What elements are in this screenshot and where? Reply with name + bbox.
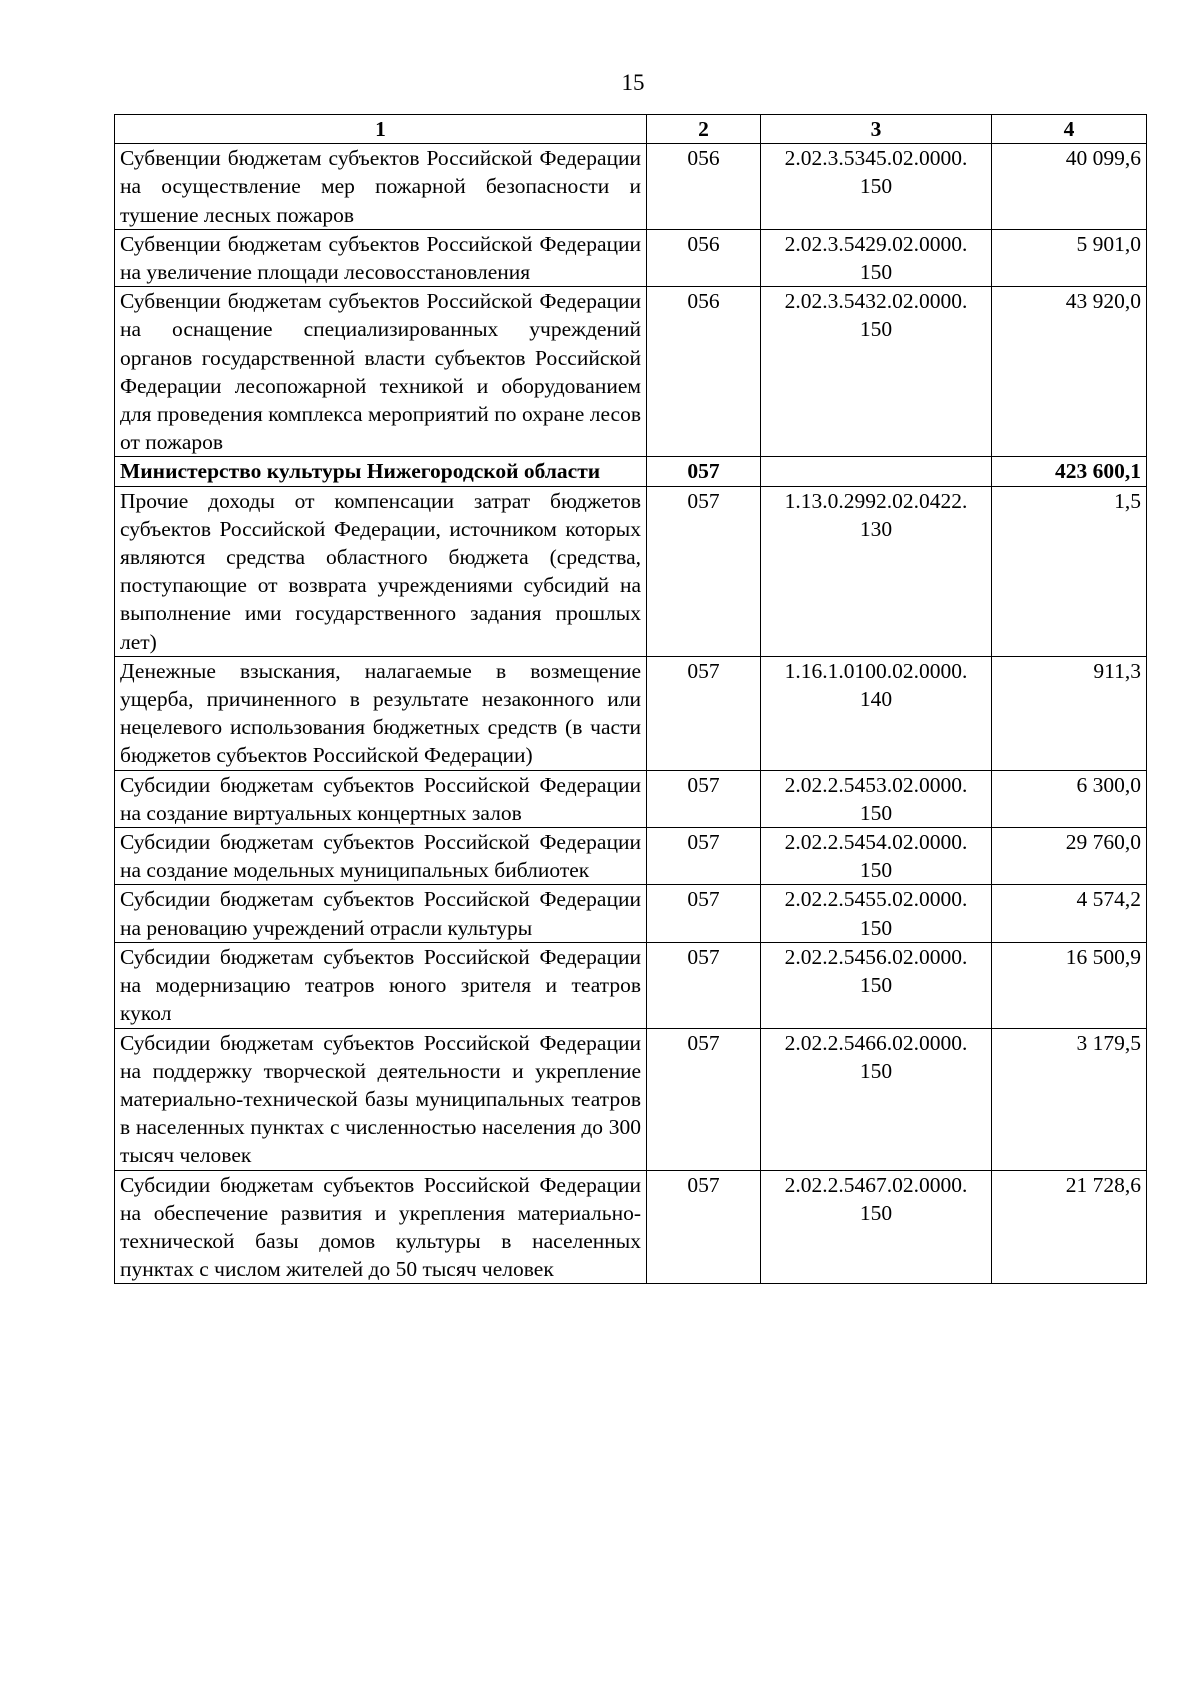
table-row [115, 770, 1147, 827]
table-row [115, 828, 1147, 885]
table-row [115, 486, 1147, 656]
budget-code-cell: 1.16.1.0100.02.0000. 140 [761, 656, 992, 770]
amount-cell: 6 300,0 [992, 770, 1147, 827]
budget-code-cell: 2.02.3.5345.02.0000. 150 [761, 144, 992, 230]
budget-code-cell: 2.02.2.5466.02.0000. 150 [761, 1028, 992, 1170]
revenue-name-cell: Субвенции бюджетам субъектов Российской Федерации на увеличение площади лесовосстановления [115, 229, 647, 286]
table-row [115, 287, 1147, 457]
revenue-name-cell: Денежные взыскания, налагаемые в возмещение ущерба, причиненного в результате незаконного или нецелевого использования бюджетных средств (в части бюджетов субъектов Российской Федерации) [115, 656, 647, 770]
revenue-name-cell: Министерство культуры Нижегородской области [115, 457, 647, 486]
budget-code-cell: 2.02.2.5455.02.0000. 150 [761, 885, 992, 942]
revenue-name-cell: Субсидии бюджетам субъектов Российской Федерации на модернизацию театров юного зрителя и театров кукол [115, 942, 647, 1028]
revenue-name-cell: Субвенции бюджетам субъектов Российской Федерации на оснащение специализированных учреждений органов государственной власти субъектов Российской Федерации лесопожарной техникой и оборудованием для проведения комплекса мероприятий по охране лесов от пожаров [115, 287, 647, 457]
budget-code-cell: 2.02.3.5429.02.0000. 150 [761, 229, 992, 286]
table-row [115, 457, 1147, 486]
amount-cell: 40 099,6 [992, 144, 1147, 230]
table-row [115, 144, 1147, 230]
table-row [115, 229, 1147, 286]
table-row [115, 656, 1147, 770]
amount-cell: 911,3 [992, 656, 1147, 770]
admin-code-cell: 056 [647, 287, 761, 457]
page-number: 15 [621, 70, 645, 95]
amount-cell: 4 574,2 [992, 885, 1147, 942]
amount-cell: 16 500,9 [992, 942, 1147, 1028]
amount-cell: 3 179,5 [992, 1028, 1147, 1170]
admin-code-cell: 057 [647, 457, 761, 486]
amount-cell: 43 920,0 [992, 287, 1147, 457]
amount-cell: 21 728,6 [992, 1170, 1147, 1284]
admin-code-cell: 057 [647, 770, 761, 827]
table-header-row [115, 115, 1147, 144]
amount-cell: 1,5 [992, 486, 1147, 656]
revenue-name-cell: Субвенции бюджетам субъектов Российской Федерации на осуществление мер пожарной безопасности и тушение лесных пожаров [115, 144, 647, 230]
admin-code-cell: 057 [647, 885, 761, 942]
budget-code-cell [761, 457, 992, 486]
column-header-2: 2 [647, 115, 761, 144]
table-row [115, 885, 1147, 942]
budget-code-cell: 2.02.3.5432.02.0000. 150 [761, 287, 992, 457]
budget-table [114, 114, 1147, 1284]
budget-code-cell: 2.02.2.5456.02.0000. 150 [761, 942, 992, 1028]
revenue-name-cell: Субсидии бюджетам субъектов Российской Федерации на обеспечение развития и укрепления материально-технической базы домов культуры в населенных пунктах с числом жителей до 50 тысяч человек [115, 1170, 647, 1284]
admin-code-cell: 057 [647, 486, 761, 656]
admin-code-cell: 057 [647, 1028, 761, 1170]
admin-code-cell: 057 [647, 942, 761, 1028]
admin-code-cell: 056 [647, 229, 761, 286]
budget-code-cell: 1.13.0.2992.02.0422. 130 [761, 486, 992, 656]
table-row [115, 1028, 1147, 1170]
admin-code-cell: 057 [647, 828, 761, 885]
revenue-name-cell: Субсидии бюджетам субъектов Российской Федерации на создание виртуальных концертных залов [115, 770, 647, 827]
admin-code-cell: 057 [647, 656, 761, 770]
amount-cell: 29 760,0 [992, 828, 1147, 885]
admin-code-cell: 056 [647, 144, 761, 230]
table-body [115, 144, 1147, 1284]
budget-code-cell: 2.02.2.5467.02.0000. 150 [761, 1170, 992, 1284]
column-header-3: 3 [761, 115, 992, 144]
admin-code-cell: 057 [647, 1170, 761, 1284]
table-row [115, 1170, 1147, 1284]
budget-code-cell: 2.02.2.5453.02.0000. 150 [761, 770, 992, 827]
revenue-name-cell: Субсидии бюджетам субъектов Российской Федерации на поддержку творческой деятельности и укрепление материально-технической базы муниципальных театров в населенных пунктах с численностью населения до 300 тысяч человек [115, 1028, 647, 1170]
column-header-4: 4 [992, 115, 1147, 144]
revenue-name-cell: Субсидии бюджетам субъектов Российской Федерации на создание модельных муниципальных библиотек [115, 828, 647, 885]
revenue-name-cell: Прочие доходы от компенсации затрат бюджетов субъектов Российской Федерации, источником которых являются средства областного бюджета (средства, поступающие от возврата учреждениями субсидий на выполнение ими государственного задания прошлых лет) [115, 486, 647, 656]
revenue-name-cell: Субсидии бюджетам субъектов Российской Федерации на реновацию учреждений отрасли культуры [115, 885, 647, 942]
column-header-1: 1 [115, 115, 647, 144]
amount-cell: 423 600,1 [992, 457, 1147, 486]
amount-cell: 5 901,0 [992, 229, 1147, 286]
table-row [115, 942, 1147, 1028]
budget-code-cell: 2.02.2.5454.02.0000. 150 [761, 828, 992, 885]
